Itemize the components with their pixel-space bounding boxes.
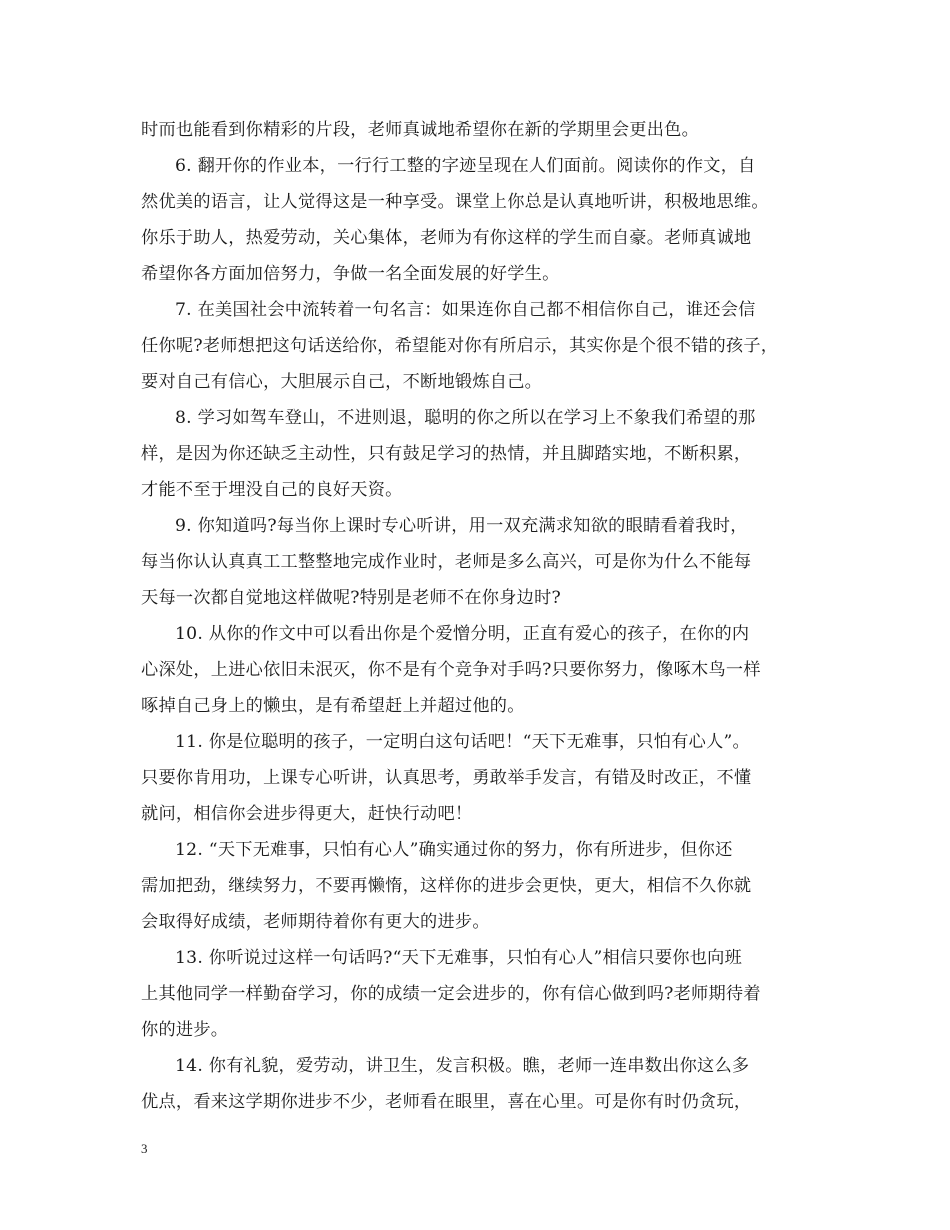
paragraph-7-start: 7. 在美国社会中流转着一句名言：如果连你自己都不相信你自己，谁还会信 <box>175 300 756 320</box>
text-line: 时而也能看到你精彩的片段，老师真诚地希望你在新的学期里会更出色。 <box>141 120 700 140</box>
text-line: 要对自己有信心，大胆展示自己，不断地锻炼自己。 <box>141 372 543 392</box>
text-line: 啄掉自己身上的懒虫，是有希望赶上并超过他的。 <box>141 696 525 716</box>
paragraph-14-start: 14. 你有礼貌，爱劳动，讲卫生，发言积极。瞧，老师一连串数出你这么多 <box>175 1056 750 1076</box>
text-line: 样，是因为你还缺乏主动性，只有鼓足学习的热情，并且脚踏实地，不断积累， <box>141 444 752 464</box>
text-line: 需加把劲，继续努力，不要再懒惰，这样你的进步会更快，更大，相信不久你就 <box>141 876 752 896</box>
text-line: 优点，看来这学期你进步不少，老师看在眼里，喜在心里。可是你有时仍贪玩， <box>141 1092 752 1112</box>
paragraph-12-start: 12. “天下无难事，只怕有心人”确实通过你的努力，你有所进步，但你还 <box>175 840 733 860</box>
text-line: 就问，相信你会进步得更大，赶快行动吧！ <box>141 804 473 824</box>
text-line: 任你呢?老师想把这句话送给你，希望能对你有所启示，其实你是个很不错的孩子， <box>141 336 779 356</box>
paragraph-8-start: 8. 学习如驾车登山，不进则退，聪明的你之所以在学习上不象我们希望的那 <box>175 408 756 428</box>
text-line: 天每一次都自觉地这样做呢?特别是老师不在你身边时? <box>141 588 561 608</box>
text-line: 你乐于助人，热爱劳动，关心集体，老师为有你这样的学生而自豪。老师真诚地 <box>141 228 752 248</box>
paragraph-11-start: 11. 你是位聪明的孩子，一定明白这句话吧！“天下无难事，只怕有心人”。 <box>175 732 750 752</box>
text-line: 才能不至于埋没自己的良好天资。 <box>141 480 403 500</box>
text-line: 只要你肯用功，上课专心听讲，认真思考，勇敢举手发言，有错及时改正，不懂 <box>141 768 752 788</box>
text-line: 心深处，上进心依旧未泯灭，你不是有个竞争对手吗?只要你努力，像啄木鸟一样 <box>141 660 761 680</box>
paragraph-6-start: 6. 翻开你的作业本，一行行工整的字迹呈现在人们面前。阅读你的作文，自 <box>175 156 756 176</box>
paragraph-9-start: 9. 你知道吗?每当你上课时专心听讲，用一双充满求知欲的眼睛看着我时， <box>175 516 748 536</box>
text-line: 会取得好成绩，老师期待着你有更大的进步。 <box>141 912 490 932</box>
paragraph-13-start: 13. 你听说过这样一句话吗?“天下无难事，只怕有心人”相信只要你也向班 <box>175 948 743 968</box>
text-line: 然优美的语言，让人觉得这是一种享受。课堂上你总是认真地听讲，积极地思维。 <box>141 192 769 212</box>
document-body <box>141 112 821 1120</box>
paragraph-10-start: 10. 从你的作文中可以看出你是个爱憎分明，正直有爱心的孩子，在你的内 <box>175 624 750 644</box>
text-line: 希望你各方面加倍努力，争做一名全面发展的好学生。 <box>141 264 560 284</box>
page-number: 3 <box>141 1141 148 1156</box>
text-line: 你的进步。 <box>141 1020 229 1040</box>
text-line: 上其他同学一样勤奋学习，你的成绩一定会进步的，你有信心做到吗?老师期待着 <box>141 984 761 1004</box>
text-line: 每当你认认真真工工整整地完成作业时，老师是多么高兴，可是你为什么不能每 <box>141 552 752 572</box>
